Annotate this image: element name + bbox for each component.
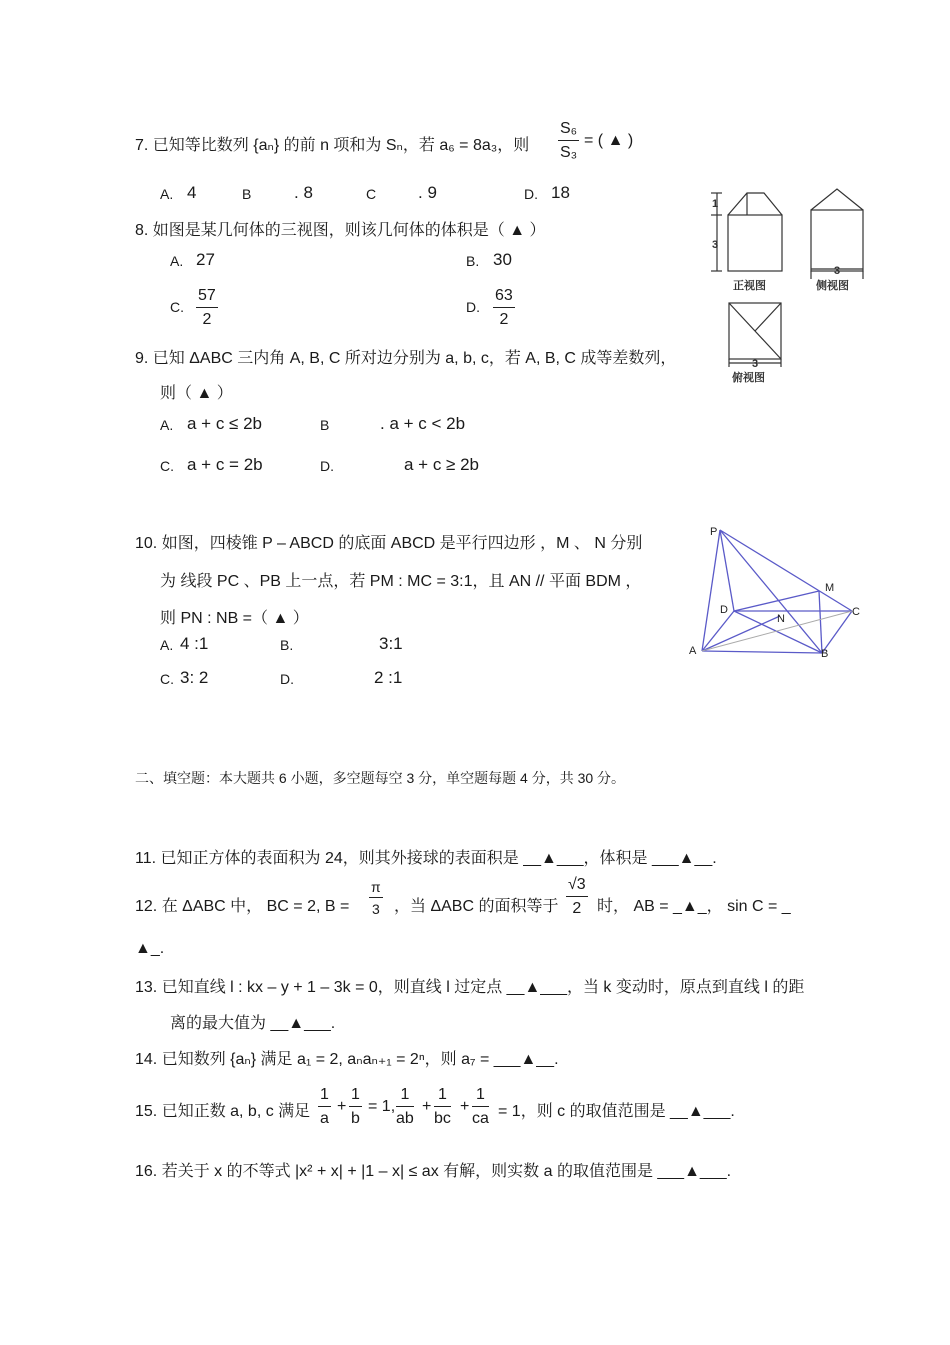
q8-option-d-denominator: 2 [499,311,509,328]
q8-option-c-numerator: 57 [196,288,218,308]
q12-area-denominator: 2 [572,900,582,917]
q15-equals-1: = 1, [368,1098,396,1115]
segment-DM [734,591,819,611]
q12-area-fraction [566,877,588,917]
q15-frac2-num: 1 [349,1087,362,1107]
q12-angle-numerator: π [369,880,383,898]
q8-option-b-value: 30 [493,250,512,269]
side-view-caption: 侧视图 [816,280,849,292]
q10-option-b-label: B. [280,637,294,653]
q15-frac1-den: a [320,1110,329,1127]
front-view-body [728,215,782,271]
q14-text: 14. 已知数列 {aₙ} 满足 a₁ = 2, aₙaₙ₊₁ = 2ⁿ，则 a₇ = ___▲__. [135,1051,559,1068]
q15-frac5-den: ca [472,1110,489,1127]
q8-option-c-fraction [196,288,218,328]
dim-label-3-top: 3 [752,358,759,370]
q15-frac-1-over-a [318,1087,331,1127]
q15-frac3-num: 1 [396,1087,414,1107]
q9-option-a-label: A. [160,417,174,433]
q7-stem: 7. 已知等比数列 {aₙ} 的前 n 项和为 Sₙ，若 a₆ = 8a₃，则 [135,137,530,154]
q7-option-d-value: 18 [551,183,570,202]
q15-frac4-num: 1 [434,1087,451,1107]
q7-option-c-value: . 9 [418,183,437,202]
q15-frac-1-over-b [349,1087,362,1127]
top-view-ridge [755,303,781,331]
q12-part1: 12. 在 ΔABC 中， BC = 2, B = [135,898,350,915]
top-view-caption: 俯视图 [732,372,765,384]
q15-frac4-den: bc [434,1110,451,1127]
q8-option-c-label: C. [170,299,184,315]
pyramid-figure [680,515,880,665]
q7-option-d-label: D. [524,186,538,202]
q9-option-d-value: a + c ≥ 2b [404,455,480,474]
front-view-caption: 正视图 [733,280,766,292]
q15-frac-1-over-ca [472,1087,489,1127]
q7-option-b-label: B [242,186,252,202]
q8-stem: 8. 如图是某几何体的三视图，则该几何体的体积是（ ▲ ） [135,222,546,239]
side-view-body [811,210,863,271]
q10-option-a-label: A. [160,637,174,653]
q15-part1: 15. 已知正数 a, b, c 满足 [135,1103,311,1120]
q8-option-d-label: D. [466,299,480,315]
vertex-label-P: P [710,526,718,538]
q8-option-c-denominator: 2 [202,311,212,328]
q8-option-d-fraction [493,288,515,328]
q7-option-c-label: C [366,186,377,202]
q15-frac-1-over-ab [396,1087,414,1127]
q7-answer-blank: = ( ▲ ) [584,132,634,149]
q10-option-a-value: 4 :1 [180,634,209,653]
q8-option-a-value: 27 [196,250,215,269]
q15-plus-1: + [337,1098,347,1115]
q10-option-d-value: 2 :1 [374,668,403,687]
q7-ratio-denominator: S₃ [559,144,578,161]
q12-line2: ▲_. [135,940,165,957]
q8-option-b-label: B. [466,253,480,269]
vertex-label-C: C [852,606,860,618]
q9-stem-line1: 9. 已知 ΔABC 三内角 A, B, C 所对边分别为 a, b, c，若 A, B, C 成等差数列， [135,350,677,367]
section2-header: 二、填空题：本大题共 6 小题，多空题每空 3 分，单空题每题 4 分，共 30 分。 [135,770,626,786]
q8-option-d-numerator: 63 [493,288,515,308]
q11-text: 11. 已知正方体的表面积为 24，则其外接球的表面积是 __▲___，体积是 ___▲__. [135,850,717,867]
q9-option-d-label: D. [320,458,334,474]
q9-option-c-label: C. [160,458,174,474]
q12-part3: 时， AB = _▲_， sin C = _ [597,898,791,915]
q10-option-b-value: 3:1 [379,634,403,653]
q15-frac3-den: ab [396,1110,414,1127]
vertex-label-A: A [689,645,697,657]
q12-angle-denominator: 3 [371,901,380,917]
q9-stem-line2: 则（ ▲ ） [160,385,233,402]
side-view-roof [811,189,863,210]
q7-option-a-value: 4 [187,183,197,202]
edge-AB [702,651,822,653]
q15-frac-1-over-bc [434,1087,451,1127]
q9-option-a-value: a + c ≤ 2b [187,414,263,433]
q15-frac1-num: 1 [318,1087,331,1107]
three-view-figure [700,185,880,395]
dim-label-3-side: 3 [834,265,841,277]
vertex-label-D: D [720,604,728,616]
edge-PB [720,530,822,653]
q10-stem-line2: 为 线段 PC 、PB 上一点，若 PM : MC = 3:1，且 AN // 平面 BDM ， [160,573,642,590]
q15-part2: = 1，则 c 的取值范围是 __▲___. [498,1103,735,1120]
segment-BM [819,591,822,653]
vertex-label-B: B [821,648,829,660]
q15-frac5-num: 1 [472,1087,489,1107]
point-label-M: M [825,582,835,594]
q9-option-b-value: . a + c < 2b [380,414,466,433]
q10-option-c-value: 3: 2 [180,668,209,687]
q13-line1: 13. 已知直线 l : kx – y + 1 – 3k = 0，则直线 l 过定点 __▲___，当 k 变动时，原点到直线 l 的距 [135,979,805,996]
q12-part2: ，当 ΔABC 的面积等于 [394,898,559,915]
q10-stem-line1: 10. 如图，四棱锥 P – ABCD 的底面 ABCD 是平行四边形 ，M 、 N 分别 [135,535,643,552]
dim-label-3-height: 3 [712,239,719,251]
q15-frac2-den: b [351,1110,360,1127]
q7-ratio-fraction [558,121,579,161]
q9-option-b-label: B [320,417,330,433]
q7-ratio-numerator: S₆ [558,121,579,141]
point-label-N: N [777,613,785,625]
q15-plus-2: + [422,1098,432,1115]
q9-option-c-value: a + c = 2b [187,455,263,474]
q10-option-d-label: D. [280,671,294,687]
q7-option-b-value: . 8 [294,183,313,202]
q12-angle-fraction [369,880,383,916]
dim-label-1: 1 [712,198,719,210]
q10-stem-line3: 则 PN : NB =（ ▲ ） [160,610,309,627]
q13-line2: 离的最大值为 __▲___. [170,1015,336,1032]
q16-text: 16. 若关于 x 的不等式 |x² + x| + |1 – x| ≤ ax 有解，则实数 a 的取值范围是 ___▲___. [135,1163,732,1180]
edge-PD [720,530,734,611]
q10-option-c-label: C. [160,671,174,687]
q12-area-numerator: √3 [566,877,588,897]
q15-plus-3: + [460,1098,470,1115]
q7-option-a-label: A. [160,186,174,202]
front-view-roof [728,193,782,215]
q8-option-a-label: A. [170,253,184,269]
